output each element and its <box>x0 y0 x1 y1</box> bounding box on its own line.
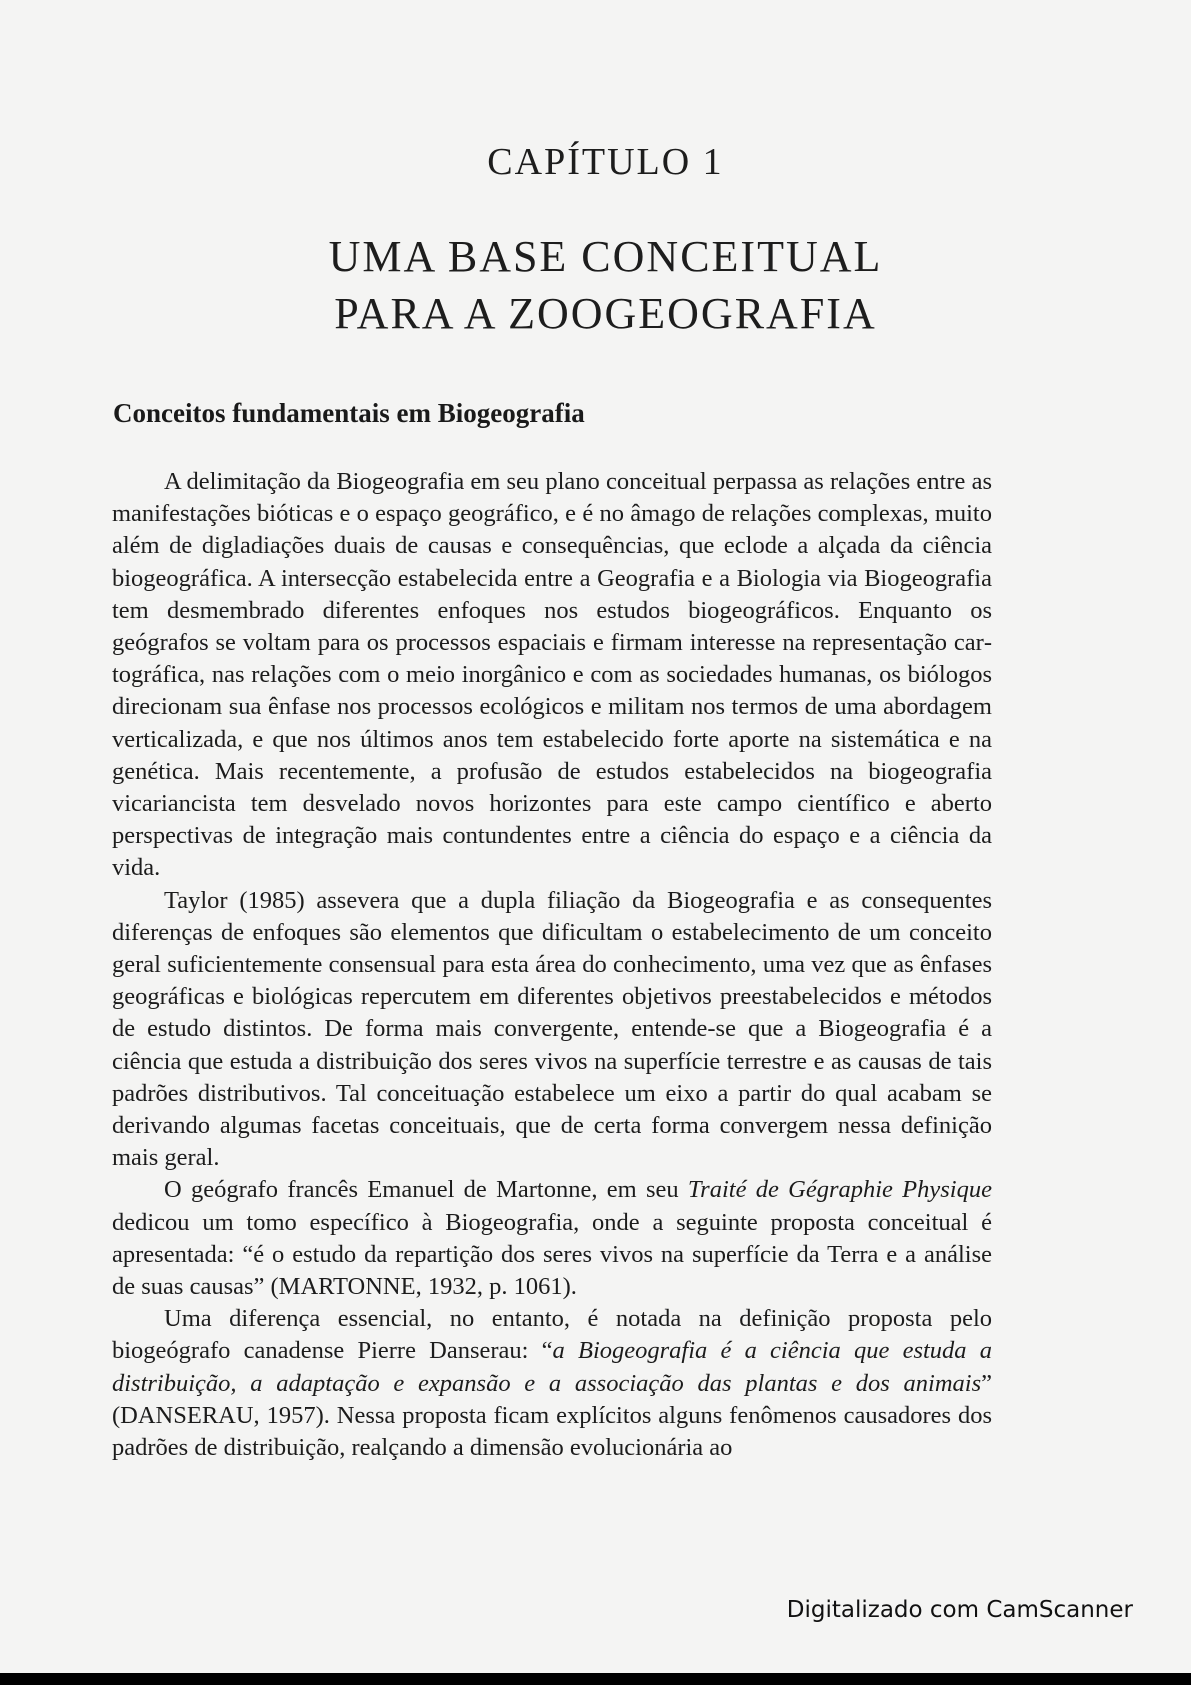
paragraph-2: Taylor (1985) assevera que a dupla filiação da Biogeografia e as consequentes diferenças de enfoques são elementos que dificultam o estabelecimento de um conceito geral suficientemente consensual para esta área do conhecimento, uma vez que as ênfases geográficas e biológicas repercutem em diferentes objetivos preestabelecidos e métodos de estudo distintos. De forma mais convergente, entende-se que a Biogeografia é a ciência que estuda a distribuição dos seres vivos na superfície terrestre e as causas de tais padrões distributivos. Tal conceituação estabelece um eixo a partir do qual acabam se derivando algumas facetas conceituais, que de certa forma convergem nessa definição mais geral. <box>112 886 992 1172</box>
chapter-title-line-1: UMA BASE CONCEITUAL <box>328 232 883 281</box>
paragraph-4 <box>112 1303 992 1464</box>
chapter-title <box>0 228 1191 342</box>
paragraph-1: A delimitação da Biogeografia em seu plano conceitual perpassa as relações entre as manifestações bióticas e o espaço geográfico, e é no âmago de relações complexas, muito além de digladiações duais de causas e consequências, que eclode a alçada da ciência biogeográfica. A intersecção estabelecida entre a Geografia e a Biologia via Biogeografia tem desmembrado diferentes enfoques nos estudos biogeográficos. Enquanto os geógrafos se voltam para os processos espaciais e firmam interesse na representação cartográfica, nas relações com o meio inorgânico e com as sociedades humanas, os biólogos direcionam sua ênfase nos processos ecológicos e militam nos termos de uma abordagem verticalizada, e que nos últimos anos tem estabelecido forte aporte na sistemática e na genética. Mais recentemente, a profusão de estudos estabelecidos na biogeografia vicariancista tem desvelado novos horizontes para este campo científico e aberto perspectivas de integração mais contundentes entre a ciência do espaço e a ciência da vida. <box>112 468 992 882</box>
paragraph-3-text-b: dedicou um tomo específico à Biogeografia, onde a seguinte proposta conceitual é apresentada: “é o estudo da repartição dos seres vivos na superfície da Terra e a análise de suas causas” (MARTONNE, 1932, p. 1061). <box>112 1208 992 1301</box>
chapter-title-line-2: PARA A ZOOGEOGRAFIA <box>334 289 877 338</box>
scanner-watermark: Digitalizado com CamScanner <box>786 1597 1133 1623</box>
bottom-bar <box>0 1673 1191 1685</box>
section-heading: Conceitos fundamentais em Biogeografia <box>113 398 585 428</box>
body-text <box>112 466 992 1464</box>
chapter-label: CAPÍTULO 1 <box>487 141 724 183</box>
paragraph-4-text-b: ” (DANSERAU, 1957). Nessa proposta ficam explícitos alguns fenômenos causadores dos padrões de distribuição, realçando a dimensão evolucionária ao <box>112 1369 992 1462</box>
paragraph-3 <box>112 1174 992 1303</box>
paragraph-3-text-a: O geógrafo francês Emanuel de Martonne, em seu <box>164 1176 688 1204</box>
paragraph-4-text-a: Uma diferença essencial, no entanto, é notada na definição proposta pelo biogeógrafo canadense Pierre Danserau: “ <box>112 1305 992 1365</box>
book-title-italic: Traité de Gégraphie Physique <box>687 1176 992 1204</box>
quote-italic: a Biogeografia é a ciência que estuda a distribuição, a adaptação e expansão e a associação das plantas e dos animais <box>112 1337 992 1397</box>
